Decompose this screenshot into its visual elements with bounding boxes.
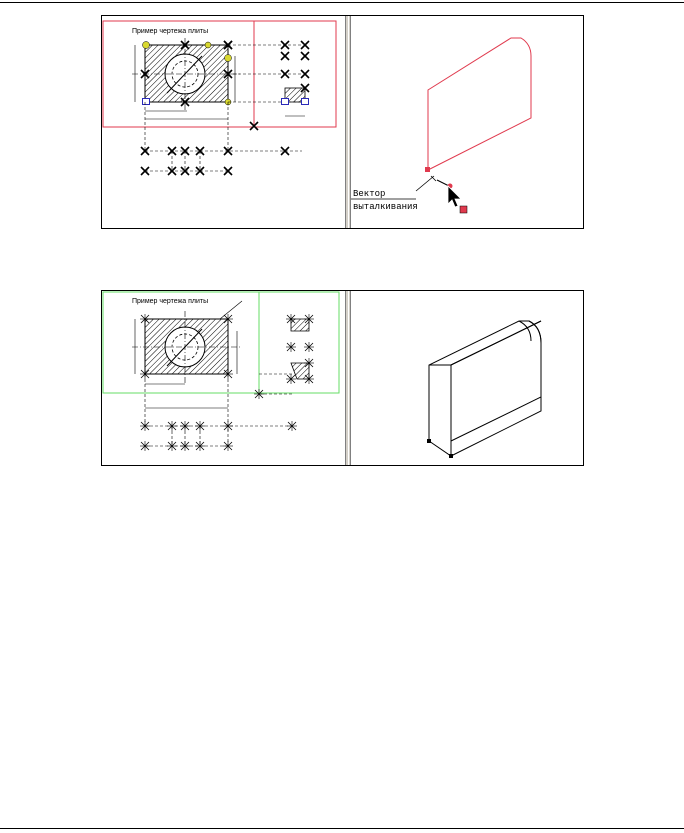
vector-leader	[416, 176, 434, 191]
grip-end-point[interactable]	[460, 206, 467, 213]
plate-drawing-2d	[102, 291, 345, 465]
figure-extrude-result	[101, 290, 584, 466]
drawing-viewport-left[interactable]	[102, 16, 345, 228]
extrusion-profile	[428, 38, 531, 170]
footer-rule	[0, 828, 684, 829]
vector-label-line2: выталкивания	[353, 202, 418, 212]
mouse-cursor-icon	[448, 186, 461, 207]
grip-base-point[interactable]	[425, 167, 430, 172]
extruded-solid	[429, 321, 541, 456]
grip-yellow-2[interactable]	[225, 55, 232, 62]
extruded-solid-3d	[351, 291, 583, 465]
extrude-3d-view	[351, 16, 583, 228]
grip-base-point[interactable]	[427, 439, 431, 443]
drawing-viewport-right[interactable]	[351, 291, 583, 465]
figure-extrude-preview	[101, 15, 584, 229]
grip-yellow-1[interactable]	[143, 42, 150, 49]
drawing-viewport-right[interactable]	[351, 16, 583, 228]
drawing-title: Пример чертежа плиты	[132, 28, 209, 35]
vector-label-line1: Вектор	[353, 189, 386, 199]
grip-yellow-3[interactable]	[205, 42, 211, 48]
plate-drawing-2d	[102, 16, 345, 228]
header-rule	[0, 2, 684, 3]
grip-end-point[interactable]	[449, 454, 453, 458]
extrude-vector	[437, 180, 449, 186]
drawing-viewport-left[interactable]	[102, 291, 345, 465]
drawing-title: Пример чертежа плиты	[132, 298, 209, 305]
